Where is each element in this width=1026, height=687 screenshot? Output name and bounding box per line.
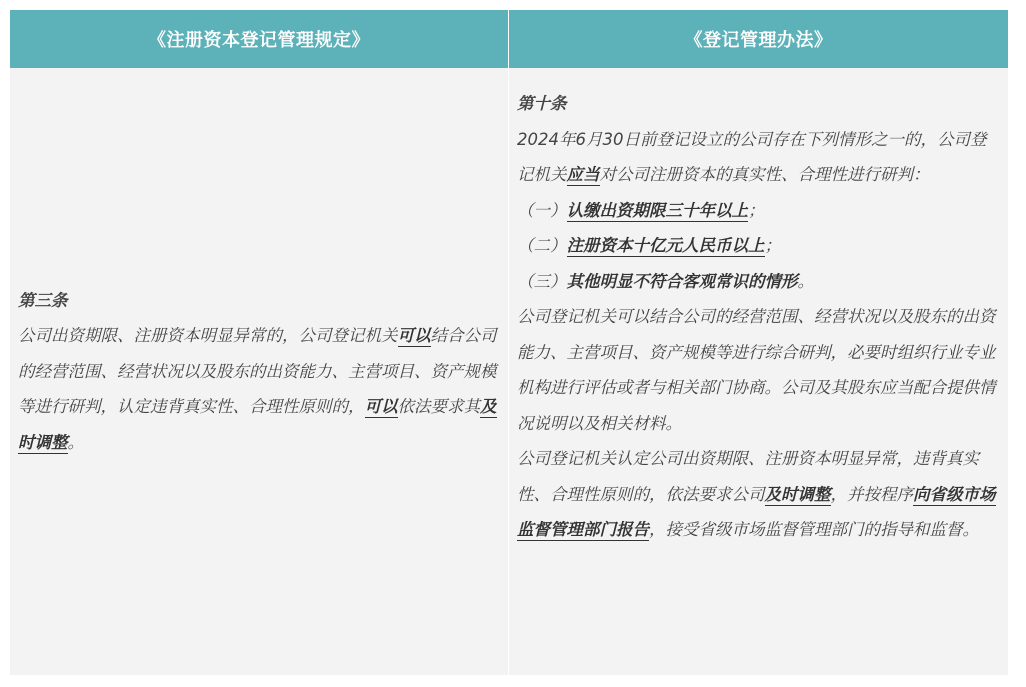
header-left-title: 《注册资本登记管理规定》 xyxy=(10,10,509,68)
left-cell xyxy=(10,68,509,675)
right-bold-report: 向省级市场监督管理部门报告 xyxy=(517,484,996,539)
right-intro-text-2: 对公司注册资本的真实性、合理性进行研判： xyxy=(599,165,930,184)
left-bold-adjust: 及时调整 xyxy=(18,397,497,452)
left-bold-can-2: 可以 xyxy=(364,397,398,417)
item-1-suffix: ； xyxy=(748,200,765,220)
item-1-prefix: （一） xyxy=(517,200,567,220)
item-1-bold: 认缴出资期限三十年以上 xyxy=(566,200,748,220)
item-3-prefix: （三） xyxy=(517,271,567,291)
left-text-1: 公司出资期限、注册资本明显异常的，公司登记机关 xyxy=(18,326,398,346)
left-bold-can-1: 可以 xyxy=(397,326,431,346)
right-item-3 xyxy=(517,264,1002,300)
right-paragraph-2: 公司登记机关可以结合公司的经营范围、经营状况以及股东的出资能力、主营项目、资产规模等进行综合研判，必要时组织行业专业机构进行评估或者与相关部门协商。公司及其股东应当配合提供情况说明以及相关材料。 xyxy=(517,307,996,433)
left-text-2: 结合公司的经营范围、经营状况以及股东的出资能力、主营项目、资产规模等进行研判，认定违背真实性、合理性原则的， xyxy=(18,326,497,417)
item-2-suffix: ； xyxy=(764,236,781,255)
right-item-2 xyxy=(517,228,1002,264)
comparison-table xyxy=(10,10,1008,675)
header-right-title: 《登记管理办法》 xyxy=(509,10,1008,68)
item-2-bold: 注册资本十亿元人民币以上 xyxy=(566,236,765,255)
right-intro xyxy=(517,122,1002,193)
left-paragraph xyxy=(18,318,502,460)
right-item-1 xyxy=(517,193,1002,229)
item-2-prefix: （二） xyxy=(517,236,567,255)
right-p3-text-2: ，并按程序 xyxy=(830,484,913,504)
right-paragraph-3 xyxy=(517,441,1002,548)
right-p3-text-1: 公司登记机关认定公司出资期限、注册资本明显异常，违背真实性、合理性原则的，依法要求公司 xyxy=(517,449,979,504)
left-text-4: 。 xyxy=(67,432,84,452)
item-3-suffix: 。 xyxy=(797,271,814,291)
right-cell xyxy=(509,68,1008,675)
right-article-title: 第十条 xyxy=(517,94,567,113)
right-bold-shall: 应当 xyxy=(566,165,600,184)
left-text-3: 依法要求其 xyxy=(397,397,480,417)
right-bold-adjust: 及时调整 xyxy=(764,484,831,504)
left-article-title: 第三条 xyxy=(18,290,68,310)
right-p3-text-3: ，接受省级市场监督管理部门的指导和监督。 xyxy=(649,520,979,539)
right-intro-text-1: 2024年6月30日前登记设立的公司存在下列情形之一的，公司登记机关 xyxy=(517,129,987,184)
item-3-bold: 其他明显不符合客观常识的情形 xyxy=(566,271,798,291)
